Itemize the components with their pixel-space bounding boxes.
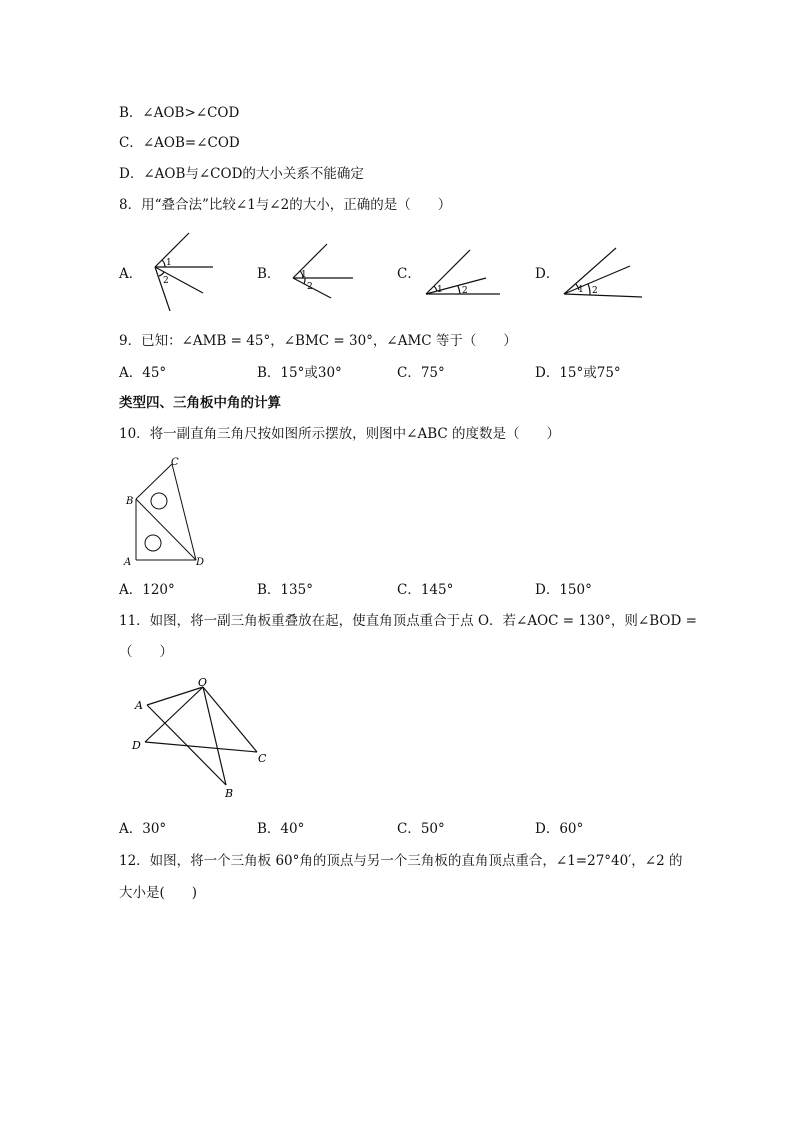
q11-options [119,820,679,838]
edge-oa [147,687,203,705]
q11-stem-line1: 11．如图，将一副三角板重叠放在起，使直角顶点重合于点 O．若∠AOC = 130°，则∠BOD = [119,613,697,629]
q9-option-c: C．75° [397,365,445,381]
edge-ab [147,705,226,785]
section-title: 类型四、三角板中角的计算 [119,395,281,411]
angle-2-label: 2 [163,276,169,286]
angle-1-label: 1 [301,270,307,280]
angle-2-label: 2 [592,286,598,296]
angle-1-label: 1 [437,285,443,295]
q8-stem: 8．用“叠合法”比较∠1与∠2的大小，正确的是（ ） [119,197,452,213]
q11-figure [130,674,275,804]
label-b: B [225,787,234,800]
q11-stem-line2: （ ） [119,644,173,660]
triangle-hole-upper [151,493,167,509]
q8-figure-b [285,238,360,298]
q10-figure [120,452,215,572]
q9-options [119,364,679,382]
q9-option-d: D．15°或75° [535,365,621,381]
q12-stem-line2: 大小是( ) [119,885,198,901]
ray-upper [293,244,327,278]
q7-option-d: D．∠AOB与∠COD的大小关系不能确定 [119,166,364,182]
angle-2-label: 2 [462,286,468,296]
edge-bd [136,499,196,560]
label-d: D [132,739,141,752]
q10-option-b: B．135° [257,582,313,598]
ray-horizontal [564,294,642,297]
q11-option-d: D．60° [535,821,584,837]
q10-option-c: C．145° [397,582,454,598]
label-c: C [258,752,267,765]
angle-2-label: 2 [307,282,313,292]
q11-option-a: A．30° [119,821,167,837]
q7-option-b: B．∠AOB>∠COD [119,105,240,121]
q10-option-d: D．150° [535,582,592,598]
edge-bc [136,464,172,499]
edge-dc [145,742,257,752]
q9-option-b: B．15°或30° [257,365,342,381]
angle-arc-1 [162,260,165,267]
edge-od [145,687,203,742]
label-a: A [135,699,143,712]
label-b: B [126,496,134,507]
angle-1-label: 1 [166,258,172,268]
q10-options [119,581,679,599]
q8-option-b-label: B． [257,266,281,282]
q9-stem: 9．已知：∠AMB = 45°，∠BMC = 30°，∠AMC 等于（ ） [119,333,517,349]
triangle-hole-lower [145,535,161,551]
q8-option-c-label: C． [397,266,421,282]
angle-arc-2 [458,286,460,294]
ray-upper [564,248,616,294]
label-a: A [124,557,132,568]
label-c: C [171,457,179,468]
q11-option-c: C．50° [397,821,445,837]
q12-stem-line1: 12．如图，将一个三角板 60°角的顶点与另一个三角板的直角顶点重合，∠1=27°40′，∠2 的 [119,853,683,869]
label-o: O [198,676,208,689]
label-d: D [196,557,205,568]
angle-1-label: 1 [578,285,584,295]
q8-figure-a [145,225,220,315]
edge-cd [172,464,196,560]
ray-upper [155,233,189,267]
q11-option-b: B．40° [257,821,305,837]
q10-option-a: A．120° [119,582,175,598]
q10-stem: 10．将一副直角三角尺按如图所示摆放，则图中∠ABC 的度数是（ ） [119,426,561,442]
ray-middle [426,278,486,294]
angle-arc-2 [588,284,590,295]
q8-option-a-label: A． [119,266,143,282]
q8-figure-c [424,248,504,298]
q8-option-d-label: D． [535,266,560,282]
q7-option-c: C．∠AOB=∠COD [119,135,240,151]
q9-option-a: A．45° [119,365,167,381]
q8-figure-d [562,246,644,298]
